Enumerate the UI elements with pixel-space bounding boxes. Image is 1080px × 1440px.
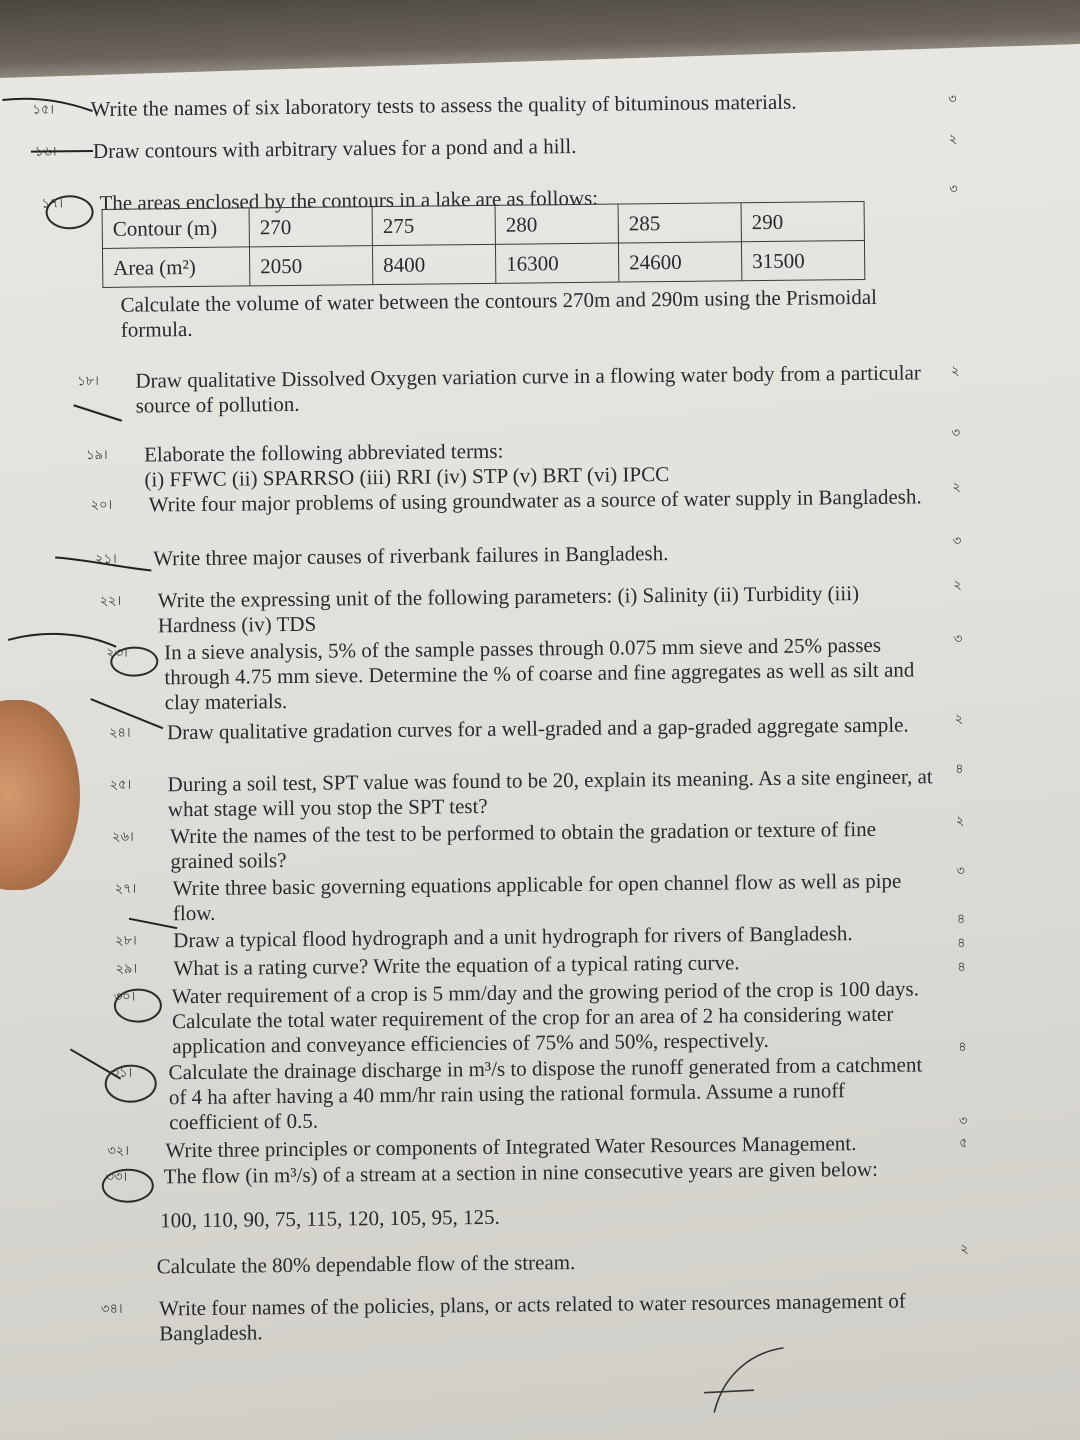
question-text: Write three basic governing equations applicable for open channel flow as well as pipe flow.: [172, 868, 902, 926]
question-number: ২২।: [99, 593, 122, 609]
question-text: Write four major problems of using groundwater as a source of water supply in Bangladesh.: [148, 484, 922, 517]
question-number: ৩৩।: [105, 1169, 128, 1185]
question-number: ১৬।: [34, 144, 57, 160]
question-text: Calculate the drainage discharge in m³/s to dispose the runoff generated from a catchment of 4 ha after having a 40 mm/hr rain using the rational formula. Assume a runoff coefficient of 0.5.: [168, 1052, 923, 1135]
question-text: Calculate the 80% dependable flow of the stream.: [156, 1250, 576, 1279]
table-header-cell: Contour (m): [102, 208, 249, 249]
question-number: ১৯।: [86, 447, 108, 464]
marks-label: ২: [960, 1241, 969, 1258]
table-cell: 2050: [249, 246, 372, 286]
marks-label: ৩: [953, 631, 963, 648]
question-text: Draw a typical flood hydrograph and a unit hydrograph for rivers of Bangladesh.: [173, 921, 853, 953]
question-number: ৩১।: [110, 1065, 133, 1081]
marks-label: ৫: [959, 1135, 968, 1152]
question-number: ১৭।: [41, 196, 64, 212]
table-cell: 275: [372, 205, 495, 245]
table-cell: 31500: [741, 240, 864, 280]
question-number: ২৪।: [108, 725, 131, 741]
question-text: The flow (in m³/s) of a stream at a section in nine consecutive years are given below:: [163, 1156, 879, 1189]
question-number: ২০।: [90, 497, 113, 514]
question-text: During a soil test, SPT value was found to be 20, explain its meaning. As a site engineer, at what stage will you stop the SPT test?: [167, 764, 933, 822]
table-cell: 16300: [495, 243, 618, 283]
question-text: Draw qualitative gradation curves for a well-graded and a gap-graded aggregate sample.: [166, 712, 909, 745]
question-number: ২৩।: [106, 645, 128, 661]
question-text: Write three major causes of riverbank failures in Bangladesh.: [153, 541, 669, 571]
question-sheet: [0, 49, 1080, 1440]
marks-label: ২: [953, 577, 962, 594]
table-cell: 285: [618, 203, 741, 243]
question-text: 100, 110, 90, 75, 115, 120, 105, 95, 125.: [160, 1204, 500, 1233]
marks-label: ২: [948, 131, 958, 148]
question-subtext: (i) FFWC (ii) SPARRSO (iii) RRI (iv) STP (v) BRT (vi) IPCC: [144, 462, 670, 492]
marks-label: ৩: [951, 425, 961, 442]
question-text: Elaborate the following abbreviated terms:: [144, 438, 504, 467]
table-cell: 280: [495, 204, 618, 244]
marks-label: ৪: [957, 959, 966, 976]
marks-label: ২: [955, 813, 965, 830]
marks-label: ৪: [956, 911, 966, 928]
question-text: Water requirement of a crop is 5 mm/day and the growing period of the crop is 100 days. Calculate the total water requirement of the crop for an area of 2 ha considering water application and conveyance efficiencies of 75% and 50%, respectively.: [171, 976, 920, 1059]
question-number: ১৮।: [77, 373, 99, 390]
question-number: ২৮।: [115, 933, 137, 949]
marks-label: ৩: [958, 1113, 968, 1130]
marks-label: ৪: [955, 761, 964, 778]
question-text: Write the names of six laboratory tests to assess the quality of bituminous materials.: [90, 89, 797, 122]
question-text: The areas enclosed by the contours in a lake are as follows:: [99, 185, 599, 215]
question-number: ৩২।: [107, 1143, 130, 1159]
marks-label: ৩: [956, 863, 965, 880]
question-number: ২৫।: [109, 777, 132, 793]
table-header-cell: Area (m²): [102, 247, 249, 288]
marks-label: ৩: [949, 181, 958, 198]
table-cell: 8400: [372, 244, 495, 284]
marks-label: ২: [952, 479, 961, 496]
marks-label: ২: [954, 711, 964, 728]
question-number: ১৫।: [32, 102, 55, 118]
marks-label: ৩: [948, 91, 957, 108]
table-cell: 290: [741, 201, 864, 241]
pen-annotations: [0, 49, 1080, 1440]
question-text: Write the expressing unit of the following parameters: (i) Salinity (ii) Turbidity (iii) Hardness (iv) TDS: [157, 581, 860, 638]
table-cell: 270: [249, 207, 372, 247]
question-number: ৩৪।: [101, 1301, 123, 1318]
marks-label: ২: [951, 363, 960, 380]
question-text: Write the names of the test to be performed to obtain the gradation or texture of fine grained soils?: [170, 816, 877, 874]
table-cell: 24600: [618, 242, 741, 282]
marks-label: ৪: [957, 935, 966, 952]
question-text: Draw qualitative Dissolved Oxygen variation curve in a flowing water body from a particular source of pollution.: [135, 360, 921, 418]
question-text: Draw contours with arbitrary values for a pond and a hill.: [92, 133, 577, 164]
marks-label: ৩: [952, 533, 962, 550]
marks-label: ৪: [958, 1039, 967, 1056]
question-text: What is a rating curve? Write the equation of a typical rating curve.: [173, 950, 740, 981]
question-text: Write three principles or components of Integrated Water Resources Management.: [165, 1131, 857, 1163]
question-number: ২১।: [95, 551, 117, 568]
question-text: Calculate the volume of water between the contours 270m and 290m using the Prismoidal formula.: [120, 284, 878, 342]
question-number: ২৬।: [112, 829, 134, 845]
question-number: ২৯।: [115, 961, 138, 977]
question-text: Write four names of the policies, plans, or acts related to water resources management of Bangladesh.: [158, 1288, 906, 1346]
question-number: ৩০।: [113, 989, 136, 1005]
question-text: In a sieve analysis, 5% of the sample passes through 0.075 mm sieve and 25% passes through 4.75 mm sieve. Determine the % of coarse and fine aggregates as well as silt and clay materials.: [164, 632, 915, 715]
question-number: ২৭।: [114, 881, 137, 897]
